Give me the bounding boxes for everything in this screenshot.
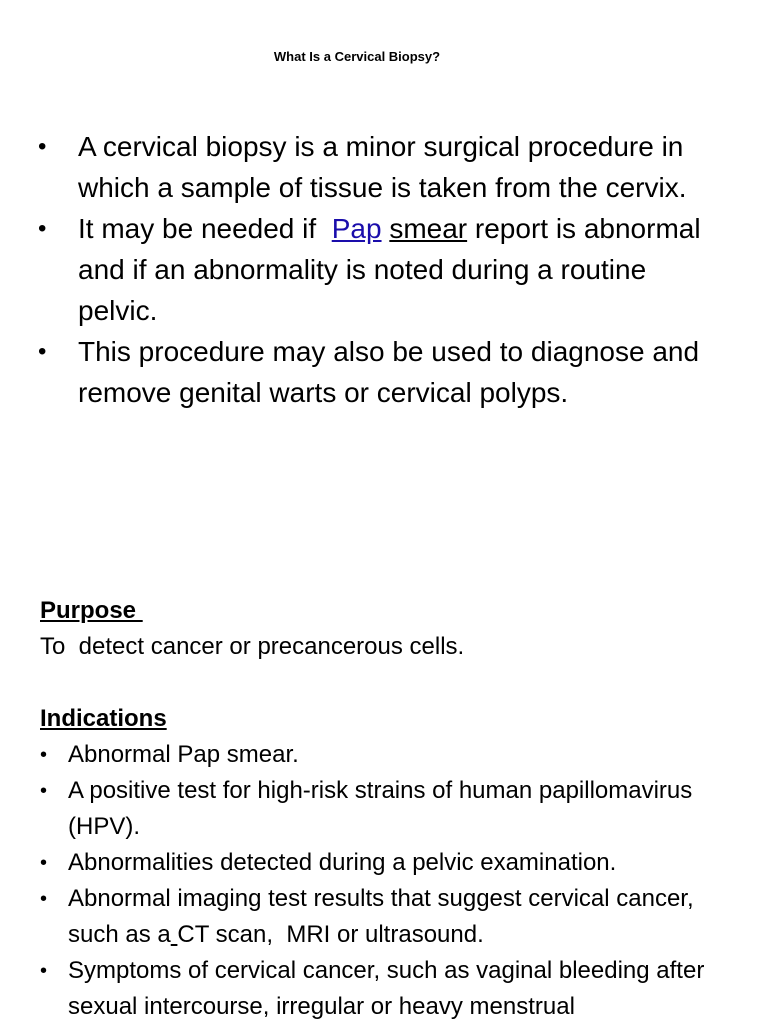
indication-text-cont: CT scan, MRI or ultrasound. [177,921,484,948]
bullet-text-prefix: It may be needed if [78,213,332,244]
pap-link[interactable]: Pap [331,213,382,244]
bullet-point [0,126,768,208]
bullet-text: This procedure may also be used to diagnose and remove genital warts or cervical polyps. [78,336,715,408]
indication-item-1 [40,737,740,773]
bullet-icon: • [40,852,48,874]
document-title: What Is a Cervical Biopsy? [273,49,441,64]
bullet-icon: • [38,133,47,160]
indication-text: A positive test for high-risk strains of human papillomavirus (HPV). [68,777,699,840]
purpose-text: To detect cancer or precancerous cells. [40,633,465,660]
bullet-text: A cervical biopsy is a minor surgical procedure in which a sample of tissue is taken from the cervix. [78,131,692,203]
bullet-point [0,208,768,331]
indication-item-3 [40,845,740,881]
bullet-icon: • [40,960,48,982]
bullet-icon: • [40,744,48,766]
main-bullet-list [0,126,768,413]
indications-heading: Indications [40,705,167,732]
bullet-icon: • [40,888,48,910]
bullet-icon: • [38,338,47,365]
indication-text: Symptoms of cervical cancer, such as vaginal bleeding after sexual intercourse, irregular or heavy menstrual [68,957,711,1020]
indication-item-4 [40,881,740,953]
indication-text: Abnormal Pap smear. [68,741,299,768]
bullet-point [0,331,768,413]
indication-text [68,881,732,953]
bullet-text [78,208,723,331]
smear-underlined: smear [389,213,468,244]
bullet-text-suffix: report is abnormal and if an abnormality is noted during a routine pelvic. [78,213,709,326]
indications-list [40,737,740,1024]
indication-text: Abnormalities detected during a pelvic examination. [68,849,617,876]
indication-text-prefix: Abnormal imaging test results that suggest cervical cancer, such as a [68,885,701,948]
indication-item-2 [40,773,740,845]
bullet-icon: • [40,780,48,802]
purpose-heading: Purpose [40,597,143,624]
section-spacer [40,665,740,701]
details-section [40,593,740,1024]
indication-item-5 [40,953,740,1024]
bullet-icon: • [38,215,47,242]
